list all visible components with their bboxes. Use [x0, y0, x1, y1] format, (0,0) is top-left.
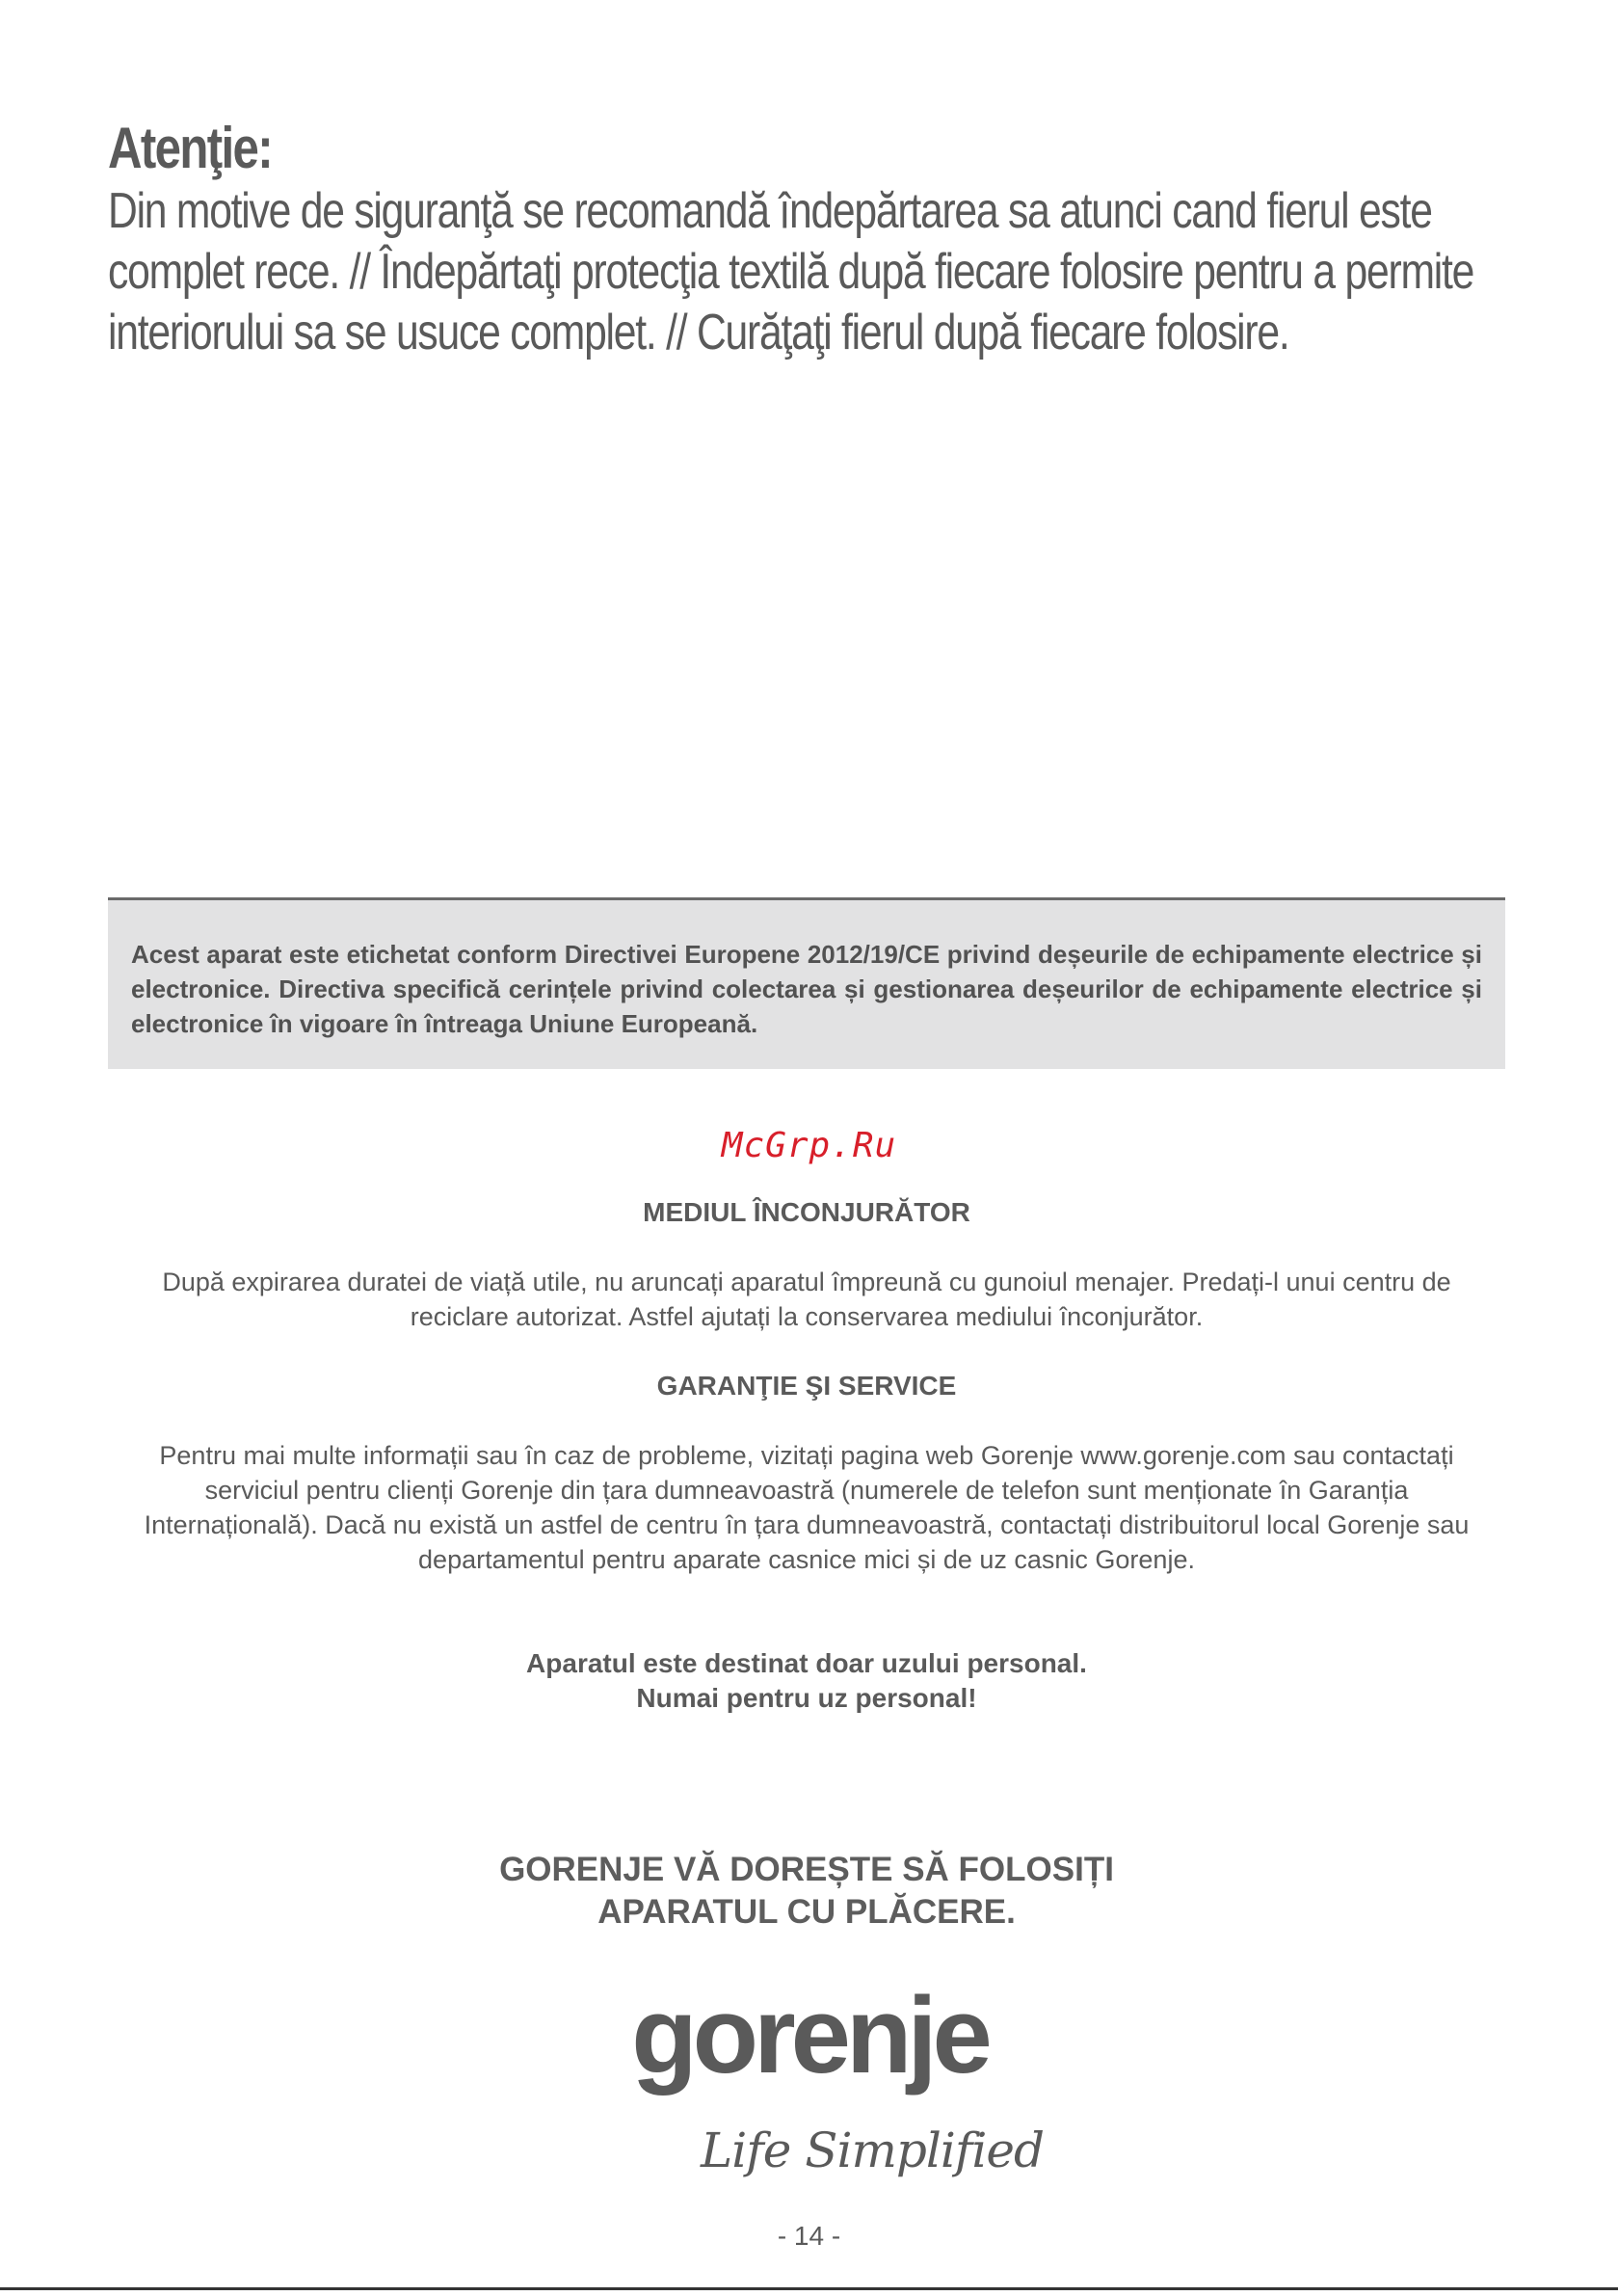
warranty-heading: GARANŢIE ŞI SERVICE — [656, 1371, 957, 1401]
closing-message — [108, 1849, 1505, 1934]
environment-text: După expirarea duratei de viață utile, nu aruncați aparatul împreună cu gunoiul menajer. Predați-l unui centru de reciclare autorizat. Astfel ajutați la conservarea mediului înconjurător. — [162, 1268, 1451, 1331]
bottom-divider — [0, 2287, 1618, 2290]
attention-title: Atenţie: — [108, 116, 273, 180]
closing-line-2: APARATUL CU PLĂCERE. — [597, 1893, 1016, 1931]
attention-text: Din motive de siguranţă se recomandă îndepărtarea sa atunci cand fierul este complet rece. // Îndepărtaţi protecţia textilă după fiecare folosire pentru a permite interiorului sa se usuce complet. // Curăţaţi fierul după fiecare folosire. — [108, 183, 1474, 360]
environment-heading: MEDIUL ÎNCONJURĂTOR — [643, 1197, 970, 1227]
environment-section-heading — [108, 1195, 1505, 1230]
personal-use-line-1: Aparatul este destinat doar uzului personal. — [526, 1648, 1087, 1678]
environment-section-body — [108, 1265, 1505, 1334]
gorenje-logo — [0, 1984, 1618, 2196]
personal-use-line-2: Numai pentru uz personal! — [636, 1683, 977, 1713]
watermark: McGrp.Ru — [721, 1126, 897, 1165]
closing-line-1: GORENJE VĂ DOREȘTE SĂ FOLOSIȚI — [499, 1851, 1114, 1888]
gorenje-logo-graphic — [0, 1984, 1618, 2196]
logo-tagline: Life Simplified — [701, 2122, 1044, 2178]
warranty-section-heading — [108, 1369, 1505, 1403]
logo-wordmark: gorenje — [631, 1984, 988, 2096]
personal-use-notice — [108, 1646, 1505, 1716]
weee-notice-text: Acest aparat este etichetat conform Directivei Europene 2012/19/CE privind deșeurile de echipamente electrice și electronice. Directiva specifică cerințele privind colectarea și gestionarea deșeurilor de echipamente electrice și electronice în vigoare în întreaga Uniune Europeană. — [131, 940, 1482, 1038]
warranty-text: Pentru mai multe informații sau în caz de probleme, vizitați pagina web Gorenje www.gorenje.com sau contactați serviciul pentru clienți Gorenje din țara dumneavoastră (numerele de telefon sunt menționate în Garanția Internațională). Dacă nu există un astfel de centru în țara dumneavoastră, contactați distribuitorul local Gorenje sau departamentul pentru aparate casnice mici și de uz casnic Gorenje. — [144, 1441, 1470, 1574]
page-number: - 14 - — [777, 2221, 841, 2251]
weee-notice-box — [108, 897, 1505, 1069]
attention-block — [108, 114, 1505, 363]
warranty-section-body — [108, 1438, 1505, 1577]
